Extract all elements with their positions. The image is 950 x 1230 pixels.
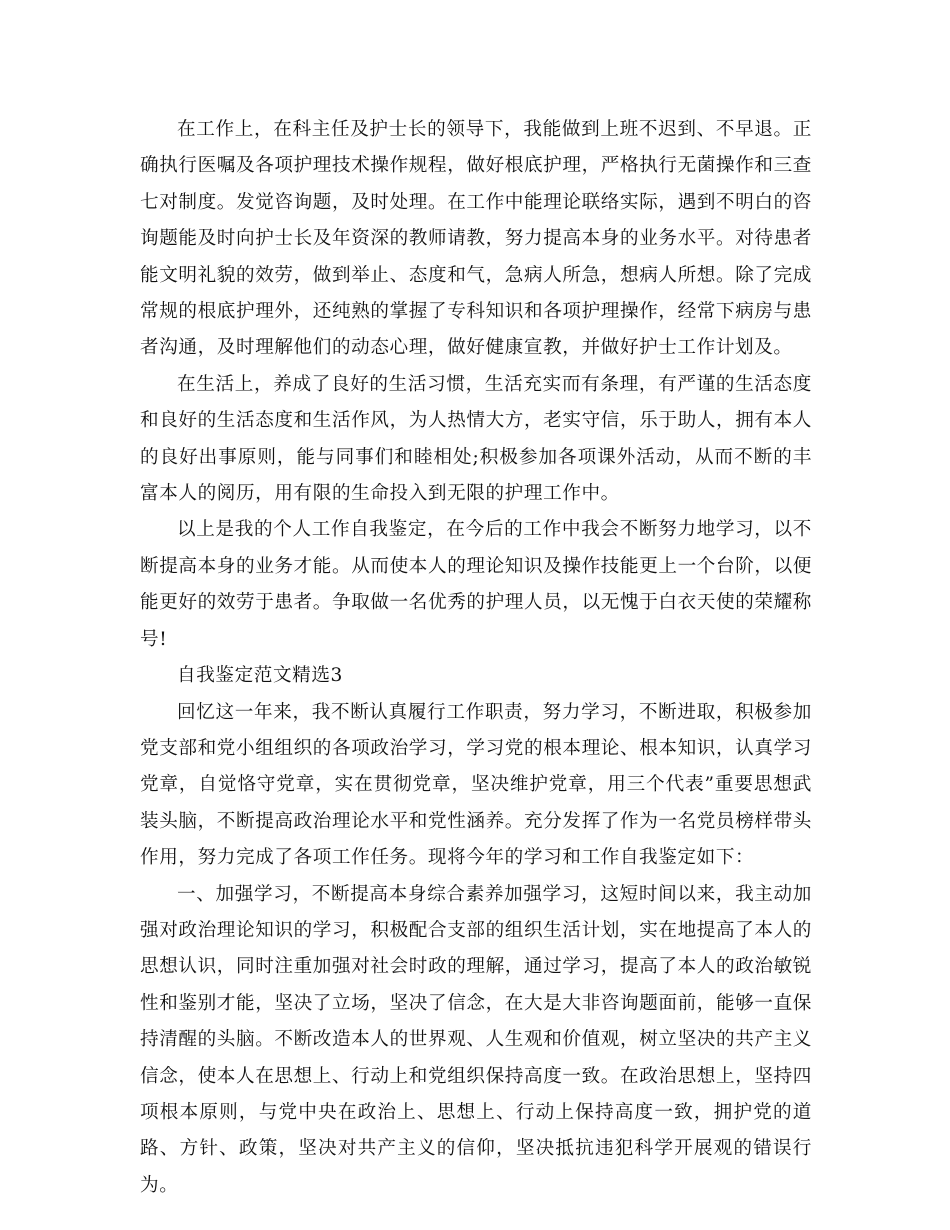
- paragraph-summary: 以上是我的个人工作自我鉴定，在今后的工作中我会不断努力地学习，以不断提高本身的业务才能。从而使本人的理论知识及操作技能更上一个台阶，以便能更好的效劳于患者。争取做一名优秀的护理人员，以无愧于白衣天使的荣耀称号!: [140, 519, 812, 650]
- paragraph-life: 在生活上，养成了良好的生活习惯，生活充实而有条理，有严谨的生活态度和良好的生活态度和生活作风，为人热情大方，老实守信，乐于助人，拥有本人的良好出事原则，能与同事们和睦相处;积极参加各项课外活动，从而不断的丰富本人的阅历，用有限的生命投入到无限的护理工作中。: [140, 373, 812, 505]
- section-heading: 自我鉴定范文精选3: [177, 665, 343, 687]
- paragraph-review: 回忆这一年来，我不断认真履行工作职责，努力学习，不断进取，积极参加党支部和党小组组织的各项政治学习，学习党的根本理论、根本知识，认真学习党章，自觉恪守党章，实在贯彻党章，坚决维护党章，用三个代表”重要思想武装头脑，不断提高政治理论水平和党性涵养。充分发挥了作为一名党员榜样带头作用，努力完成了各项工作任务。现将今年的学习和工作自我鉴定如下：: [140, 701, 812, 869]
- paragraph-work: 在工作上，在科主任及护士长的领导下，我能做到上班不迟到、不早退。正确执行医嘱及各项护理技术操作规程，做好根底护理，严格执行无菌操作和三查七对制度。发觉咨询题，及时处理。在工作中能理论联络实际，遇到不明白的咨询题能及时向护士长及年资深的教师请教，努力提高本身的业务水平。对待患者能文明礼貌的效劳，做到举止、态度和气，急病人所急，想病人所想。除了完成常规的根底护理外，还纯熟的掌握了专科知识和各项护理操作，经常下病房与患者沟通，及时理解他们的动态心理，做好健康宣教，并做好护士工作计划及。: [140, 119, 812, 359]
- document-body: [140, 112, 812, 1204]
- paragraph-study: 一、加强学习，不断提高本身综合素养加强学习，这短时间以来，我主动加强对政治理论知识的学习，积极配合支部的组织生活计划，实在地提高了本人的思想认识，同时注重加强对社会时政的理解，通过学习，提高了本人的政治敏锐性和鉴别才能，坚决了立场，坚决了信念，在大是大非咨询题面前，能够一直保持清醒的头脑。不断改造本人的世界观、人生观和价值观，树立坚决的共产主义信念，使本人在思想上、行动上和党组织保持高度一致。在政治思想上，坚持四项根本原则，与党中央在政治上、思想上、行动上保持高度一致，拥护党的道路、方针、政策，坚决对共产主义的信仰，坚决抵抗违犯科学开展观的错误行为。: [140, 883, 812, 1196]
